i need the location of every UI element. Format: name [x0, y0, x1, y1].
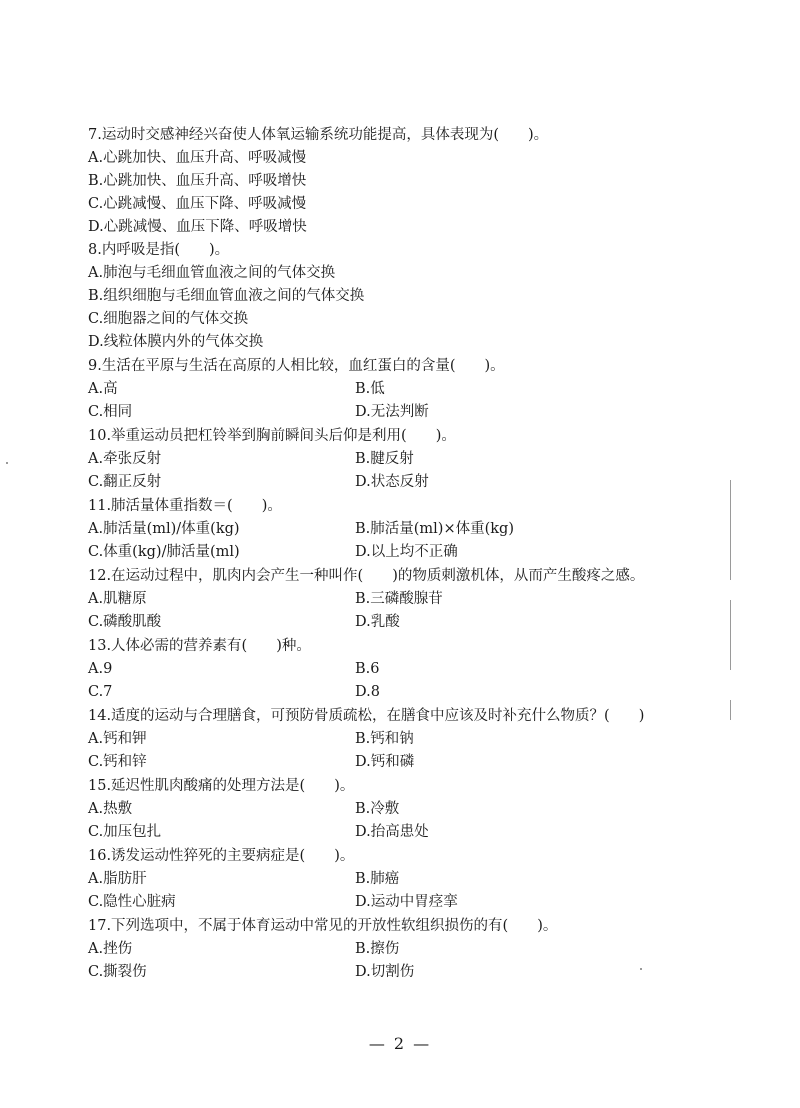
scan-artifact-line — [730, 480, 731, 580]
question-8-option-b: B.组织细胞与毛细血管血液之间的气体交换 — [88, 288, 365, 304]
question-17-option-a: A.挫伤 — [88, 941, 133, 957]
question-10-stem: 10.举重运动员把杠铃举到胸前瞬间头后仰是利用( )。 — [88, 428, 456, 444]
question-14-option-a: A.钙和钾 — [88, 731, 147, 747]
question-13-stem: 13.人体必需的营养素有( )种。 — [88, 638, 311, 654]
question-15-option-c: C.加压包扎 — [88, 824, 162, 840]
question-14-option-d: D.钙和磷 — [355, 754, 415, 770]
question-7-stem: 7.运动时交感神经兴奋使人体氧运输系统功能提高，具体表现为( )。 — [88, 127, 549, 143]
question-14-option-c: C.钙和锌 — [88, 754, 147, 770]
question-9-option-c: C.相同 — [88, 404, 133, 420]
question-12-option-a: A.肌糖原 — [88, 591, 147, 607]
question-10-option-c: C.翻正反射 — [88, 474, 162, 490]
question-10-option-a: A.牵张反射 — [88, 451, 162, 467]
question-16-stem: 16.诱发运动性猝死的主要病症是( )。 — [88, 848, 355, 864]
question-12-option-b: B.三磷酸腺苷 — [355, 591, 443, 607]
question-13-option-a: A.9 — [88, 661, 113, 677]
question-7-option-d: D.心跳减慢、血压下降、呼吸增快 — [88, 219, 307, 235]
scan-artifact-line — [730, 700, 731, 720]
scan-artifact-line — [730, 600, 731, 670]
question-16-option-d: D.运动中胃痉挛 — [355, 894, 458, 910]
question-11-option-a: A.肺活量(ml)/体重(kg) — [88, 521, 240, 537]
question-9-option-b: B.低 — [355, 381, 385, 397]
scan-artifact-dot — [640, 968, 642, 970]
question-11-stem: 11.肺活量体重指数＝( )。 — [88, 498, 282, 514]
question-12-option-c: C.磷酸肌酸 — [88, 614, 162, 630]
question-11-option-d: D.以上均不正确 — [355, 544, 458, 560]
question-15-stem: 15.延迟性肌肉酸痛的处理方法是( )。 — [88, 778, 355, 794]
question-9-option-a: A.高 — [88, 381, 118, 397]
question-14-stem: 14.适度的运动与合理膳食，可预防骨质疏松，在膳食中应该及时补充什么物质？( ) — [88, 708, 645, 724]
question-15-option-d: D.抬高患处 — [355, 824, 429, 840]
question-8-option-c: C.细胞器之间的气体交换 — [88, 311, 249, 327]
question-14-option-b: B.钙和钠 — [355, 731, 414, 747]
question-11-option-c: C.体重(kg)/肺活量(ml) — [88, 544, 240, 560]
question-15-option-a: A.热敷 — [88, 801, 133, 817]
question-9-stem: 9.生活在平原与生活在高原的人相比较，血红蛋白的含量( )。 — [88, 358, 505, 374]
question-15-option-b: B.冷敷 — [355, 801, 400, 817]
scan-artifact-dot — [6, 462, 8, 464]
question-13-option-b: B.6 — [355, 661, 380, 677]
question-8-option-a: A.肺泡与毛细血管血液之间的气体交换 — [88, 265, 336, 281]
question-7-option-b: B.心跳加快、血压升高、呼吸增快 — [88, 173, 307, 189]
question-17-option-c: C.撕裂伤 — [88, 964, 147, 980]
question-10-option-d: D.状态反射 — [355, 474, 429, 490]
question-12-stem: 12.在运动过程中，肌肉内会产生一种叫作( )的物质刺激机体，从而产生酸疼之感。 — [88, 568, 645, 584]
question-9-option-d: D.无法判断 — [355, 404, 429, 420]
question-17-option-d: D.切割伤 — [355, 964, 415, 980]
question-16-option-b: B.肺癌 — [355, 871, 400, 887]
question-8-option-d: D.线粒体膜内外的气体交换 — [88, 334, 264, 350]
page-number: — 2 — — [368, 1034, 432, 1053]
question-10-option-b: B.腱反射 — [355, 451, 414, 467]
question-17-option-b: B.擦伤 — [355, 941, 400, 957]
question-13-option-d: D.8 — [355, 684, 380, 700]
question-11-option-b: B.肺活量(ml)×体重(kg) — [355, 521, 514, 537]
question-12-option-d: D.乳酸 — [355, 614, 400, 630]
question-17-stem: 17.下列选项中，不属于体育运动中常见的开放性软组织损伤的有( )。 — [88, 918, 558, 934]
question-13-option-c: C.7 — [88, 684, 113, 700]
question-8-stem: 8.内呼吸是指( )。 — [88, 242, 230, 258]
question-16-option-a: A.脂肪肝 — [88, 871, 147, 887]
question-7-option-a: A.心跳加快、血压升高、呼吸减慢 — [88, 150, 307, 166]
question-16-option-c: C.隐性心脏病 — [88, 894, 176, 910]
question-7-option-c: C.心跳减慢、血压下降、呼吸减慢 — [88, 196, 307, 212]
